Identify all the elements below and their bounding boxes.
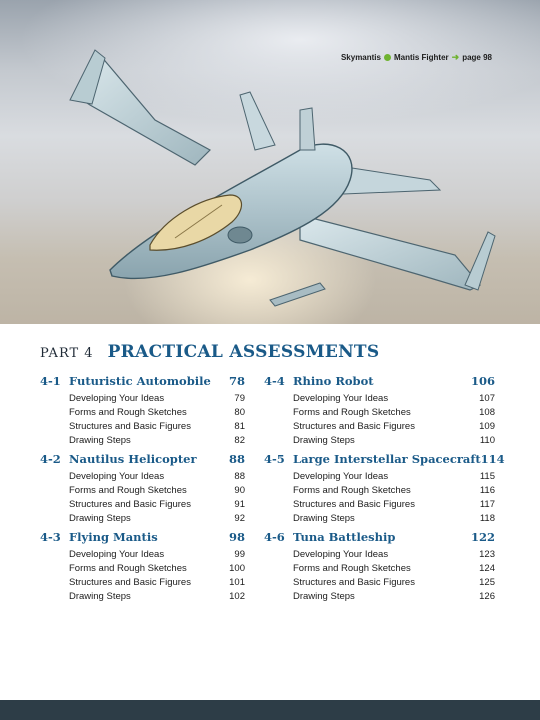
toc-chapter <box>40 530 245 603</box>
part-header <box>40 342 379 362</box>
section-page: 88 <box>234 470 245 482</box>
section-title: Structures and Basic Figures <box>293 420 415 432</box>
caption-page-ref: page 98 <box>462 53 492 62</box>
chapter-heading[interactable] <box>264 374 495 391</box>
section-page: 92 <box>234 512 245 524</box>
section-title: Forms and Rough Sketches <box>293 484 411 496</box>
chapter-title: Nautilus Helicopter <box>69 452 197 466</box>
toc-section-row[interactable] <box>264 547 495 561</box>
section-page: 90 <box>234 484 245 496</box>
toc-section-row[interactable] <box>40 469 245 483</box>
toc-section-row[interactable] <box>264 561 495 575</box>
toc-section-row[interactable] <box>264 433 495 447</box>
chapter-title: Tuna Battleship <box>293 530 396 544</box>
chapter-number: 4-5 <box>264 452 285 466</box>
chapter-title: Flying Mantis <box>69 530 158 544</box>
chapter-page: 98 <box>228 530 245 544</box>
section-page: 82 <box>234 434 245 446</box>
toc-section-row[interactable] <box>264 405 495 419</box>
section-page: 115 <box>479 470 495 482</box>
section-title: Forms and Rough Sketches <box>69 562 187 574</box>
chapter-page: 78 <box>228 374 245 388</box>
toc-section-row[interactable] <box>264 589 495 603</box>
toc-section-row[interactable] <box>264 483 495 497</box>
toc-section-row[interactable] <box>264 419 495 433</box>
toc-section-row[interactable] <box>40 405 245 419</box>
section-page: 118 <box>479 512 495 524</box>
section-title: Drawing Steps <box>69 434 131 446</box>
section-page: 91 <box>234 498 245 510</box>
toc-section-row[interactable] <box>264 497 495 511</box>
section-page: 99 <box>234 548 245 560</box>
section-title: Developing Your Ideas <box>293 548 389 560</box>
toc-section-row[interactable] <box>40 483 245 497</box>
toc-chapter <box>40 452 245 525</box>
chapter-page: 106 <box>470 374 495 388</box>
hero-illustration <box>0 0 540 324</box>
toc-section-row[interactable] <box>40 419 245 433</box>
chapter-number: 4-6 <box>264 530 285 544</box>
caption-book: Skymantis <box>340 53 381 62</box>
chapter-page: 122 <box>470 530 495 544</box>
section-page: 107 <box>479 392 495 404</box>
section-title: Forms and Rough Sketches <box>293 406 411 418</box>
stabilizer-shape <box>300 108 315 150</box>
intake-shape <box>228 227 252 243</box>
section-page: 117 <box>479 498 495 510</box>
section-page: 81 <box>234 420 245 432</box>
toc-section-row[interactable] <box>264 511 495 525</box>
section-page: 79 <box>234 392 245 404</box>
section-title: Drawing Steps <box>69 590 131 602</box>
chapter-heading[interactable] <box>40 530 245 547</box>
section-page: 109 <box>479 420 495 432</box>
section-page: 125 <box>479 576 495 588</box>
section-title: Structures and Basic Figures <box>293 498 415 510</box>
section-page: 126 <box>479 590 495 602</box>
section-title: Drawing Steps <box>293 590 355 602</box>
section-title: Structures and Basic Figures <box>69 420 191 432</box>
footer-bar <box>0 700 540 720</box>
right-main-wing-shape <box>300 215 480 290</box>
chapter-heading[interactable] <box>40 452 245 469</box>
arrow-right-icon: ➜ <box>451 52 460 62</box>
section-page: 116 <box>479 484 495 496</box>
section-title: Developing Your Ideas <box>69 392 165 404</box>
section-title: Structures and Basic Figures <box>293 576 415 588</box>
chapter-number: 4-3 <box>40 530 61 544</box>
section-page: 123 <box>479 548 495 560</box>
section-title: Forms and Rough Sketches <box>69 406 187 418</box>
toc-section-row[interactable] <box>264 575 495 589</box>
toc-section-row[interactable] <box>40 561 245 575</box>
toc-section-row[interactable] <box>40 575 245 589</box>
toc-chapter <box>264 530 495 603</box>
missile-shape <box>270 283 325 306</box>
section-title: Structures and Basic Figures <box>69 576 191 588</box>
toc-section-row[interactable] <box>40 511 245 525</box>
section-title: Drawing Steps <box>293 434 355 446</box>
section-title: Developing Your Ideas <box>69 548 165 560</box>
chapter-heading[interactable] <box>264 530 495 547</box>
section-title: Developing Your Ideas <box>69 470 165 482</box>
chapter-number: 4-2 <box>40 452 61 466</box>
section-page: 124 <box>479 562 495 574</box>
section-page: 100 <box>229 562 245 574</box>
chapter-heading[interactable] <box>40 374 245 391</box>
section-title: Drawing Steps <box>69 512 131 524</box>
section-page: 110 <box>479 434 495 446</box>
part-label: PART 4 <box>40 346 94 361</box>
toc-right-column <box>264 374 505 608</box>
page-reference-caption <box>341 52 492 63</box>
section-title: Developing Your Ideas <box>293 392 389 404</box>
section-page: 80 <box>234 406 245 418</box>
section-title: Drawing Steps <box>293 512 355 524</box>
section-title: Developing Your Ideas <box>293 470 389 482</box>
toc-chapter <box>264 374 495 447</box>
toc-section-row[interactable] <box>40 497 245 511</box>
toc-section-row[interactable] <box>40 391 245 405</box>
section-page: 102 <box>229 590 245 602</box>
section-page: 108 <box>479 406 495 418</box>
toc-section-row[interactable] <box>40 589 245 603</box>
chapter-page: 114 <box>480 452 505 466</box>
toc-chapter <box>264 452 505 525</box>
section-title: Structures and Basic Figures <box>69 498 191 510</box>
mantis-fighter-illustration <box>0 0 540 324</box>
chapter-number: 4-1 <box>40 374 61 388</box>
right-fin-shape <box>465 232 495 290</box>
chapter-heading[interactable] <box>264 452 505 469</box>
chapter-number: 4-4 <box>264 374 285 388</box>
toc-left-column <box>40 374 245 608</box>
part-title: PRACTICAL ASSESSMENTS <box>107 342 380 362</box>
chapter-title: Rhino Robot <box>293 374 374 388</box>
section-title: Forms and Rough Sketches <box>293 562 411 574</box>
bullet-dot-icon <box>384 54 391 61</box>
toc-section-row[interactable] <box>40 547 245 561</box>
toc-section-row[interactable] <box>264 469 495 483</box>
toc-section-row[interactable] <box>264 391 495 405</box>
section-title: Forms and Rough Sketches <box>69 484 187 496</box>
chapter-title: Large Interstellar Spacecraft <box>293 452 481 466</box>
chapter-title: Futuristic Automobile <box>69 374 211 388</box>
caption-chapter: Mantis Fighter <box>393 53 449 62</box>
section-page: 101 <box>229 576 245 588</box>
toc-section-row[interactable] <box>40 433 245 447</box>
chapter-page: 88 <box>228 452 245 466</box>
stabilizer-shape <box>240 92 275 150</box>
toc-chapter <box>40 374 245 447</box>
